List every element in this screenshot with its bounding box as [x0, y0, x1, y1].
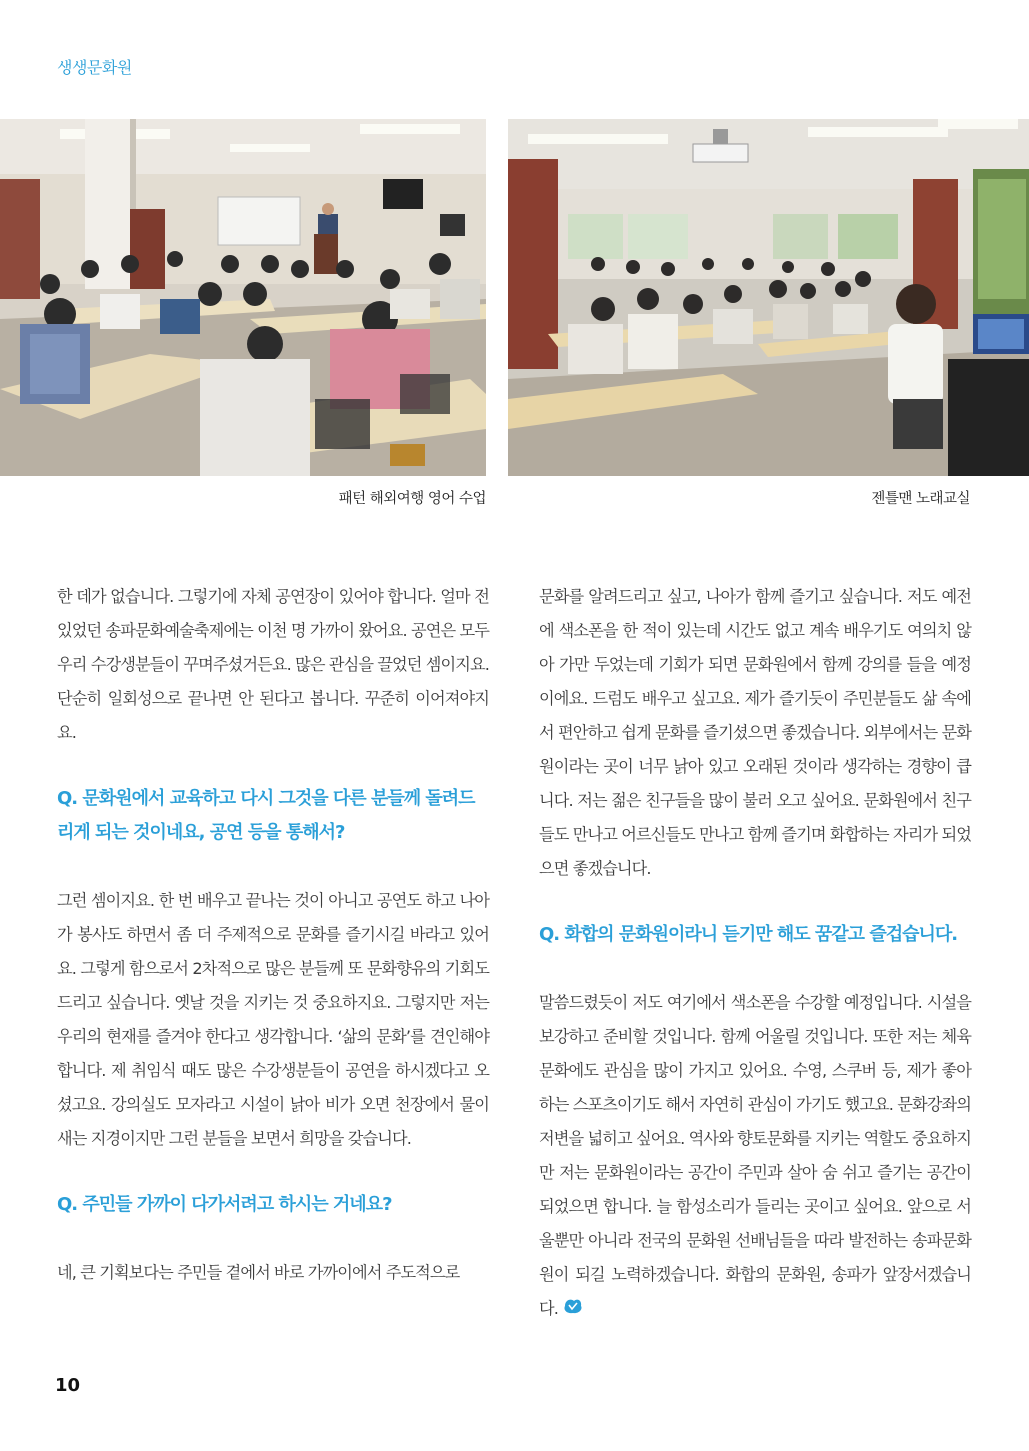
end-mark-icon — [562, 1293, 584, 1327]
photo-caption-right: 젠틀맨 노래교실 — [871, 491, 970, 507]
section-label: 생생문화원 — [57, 58, 132, 77]
article-column-right — [539, 580, 971, 1327]
paragraph: 그런 셈이지요. 한 번 배우고 끝나는 것이 아니고 공연도 하고 나아가 봉사도 하면서 좀 더 주제적으로 문화를 즐기시길 바라고 있어요. 그렇게 함으로서 2차적으로 많은 분들께 또 문화향유의 기회도 드리고 싶습니다. 옛날 것을 지키는 것 중요하지요. 그렇지만 저는 우리의 현재를 즐겨야 한다고 생각합니다. ‘삶의 문화’를 견인해야 합니다. 제 취임식 때도 많은 수강생분들이 공연을 하시겠다고 오셨고요. 강의실도 모자라고 시설이 낡아 비가 오면 천장에서 물이 새는 지경이지만 그런 분들을 보면서 희망을 갖습니다. — [57, 891, 489, 1148]
question-heading: Q. 주민들 가까이 다가서려고 하시는 거네요? — [57, 1194, 392, 1215]
classroom-photo-singing-class — [508, 119, 1029, 476]
question-heading: Q. 문화원에서 교육하고 다시 그것을 다른 분들께 돌려드리게 되는 것이네요, 공연 등을 통해서? — [57, 788, 475, 843]
question-heading: Q. 화합의 문화원이라니 듣기만 해도 꿈같고 즐겁습니다. — [539, 924, 958, 945]
paragraph-final — [539, 986, 971, 1327]
classroom-photo-english-class — [0, 119, 486, 476]
paragraph: 네, 큰 기획보다는 주민들 곁에서 바로 가까이에서 주도적으로 — [57, 1263, 460, 1282]
paragraph: 한 데가 없습니다. 그렇기에 자체 공연장이 있어야 합니다. 얼마 전 있었던 송파문화예술축제에는 이천 명 가까이 왔어요. 공연은 모두 우리 수강생분들이 꾸며주셨거든요. 많은 관심을 끌었던 셈이지요. 단순히 일회성으로 끝나면 안 된다고 봅니다. 꾸준히 이어져야지요. — [57, 587, 489, 742]
photo-caption-left: 패턴 해외여행 영어 수업 — [338, 491, 486, 507]
paragraph: 문화를 알려드리고 싶고, 나아가 함께 즐기고 싶습니다. 저도 예전에 색소폰을 한 적이 있는데 시간도 없고 계속 배우기도 여의치 않아 가만 두었는데 기회가 되면 문화원에서 함께 강의를 들을 예정이에요. 드럼도 배우고 싶고요. 제가 즐기듯이 주민분들도 삶 속에서 편안하고 쉽게 문화를 즐기셨으면 좋겠습니다. 외부에서는 문화원이라는 곳이 너무 낡아 있고 오래된 것이라 생각하는 경향이 큽니다. 저는 젊은 친구들을 많이 불러 오고 싶어요. 문화원에서 친구들도 만나고 어르신들도 만나고 함께 즐기며 화합하는 자리가 되었으면 좋겠습니다. — [539, 587, 971, 878]
page-number: 10 — [55, 1375, 81, 1396]
paragraph-text: 말씀드렸듯이 저도 여기에서 색소폰을 수강할 예정입니다. 시설을 보강하고 준비할 것입니다. 함께 어울릴 것입니다. 또한 저는 체육문화에도 관심을 많이 가지고 있어요. 수영, 스쿠버 등, 제가 좋아하는 스포츠이기도 해서 자연히 관심이 가기도 했고요. 문화강좌의 저변을 넓히고 싶어요. 역사와 향토문화를 지키는 역할도 중요하지만 저는 문화원이라는 공간이 주민과 살아 숨 쉬고 즐기는 공간이 되었으면 합니다. 늘 함성소리가 들리는 곳이고 싶어요. 앞으로 서울뿐만 아니라 전국의 문화원 선배님들을 따라 발전하는 송파문화원이 되길 노력하겠습니다. 화합의 문화원, 송파가 앞장서겠습니다. — [539, 993, 971, 1318]
article-column-left — [57, 580, 489, 1290]
